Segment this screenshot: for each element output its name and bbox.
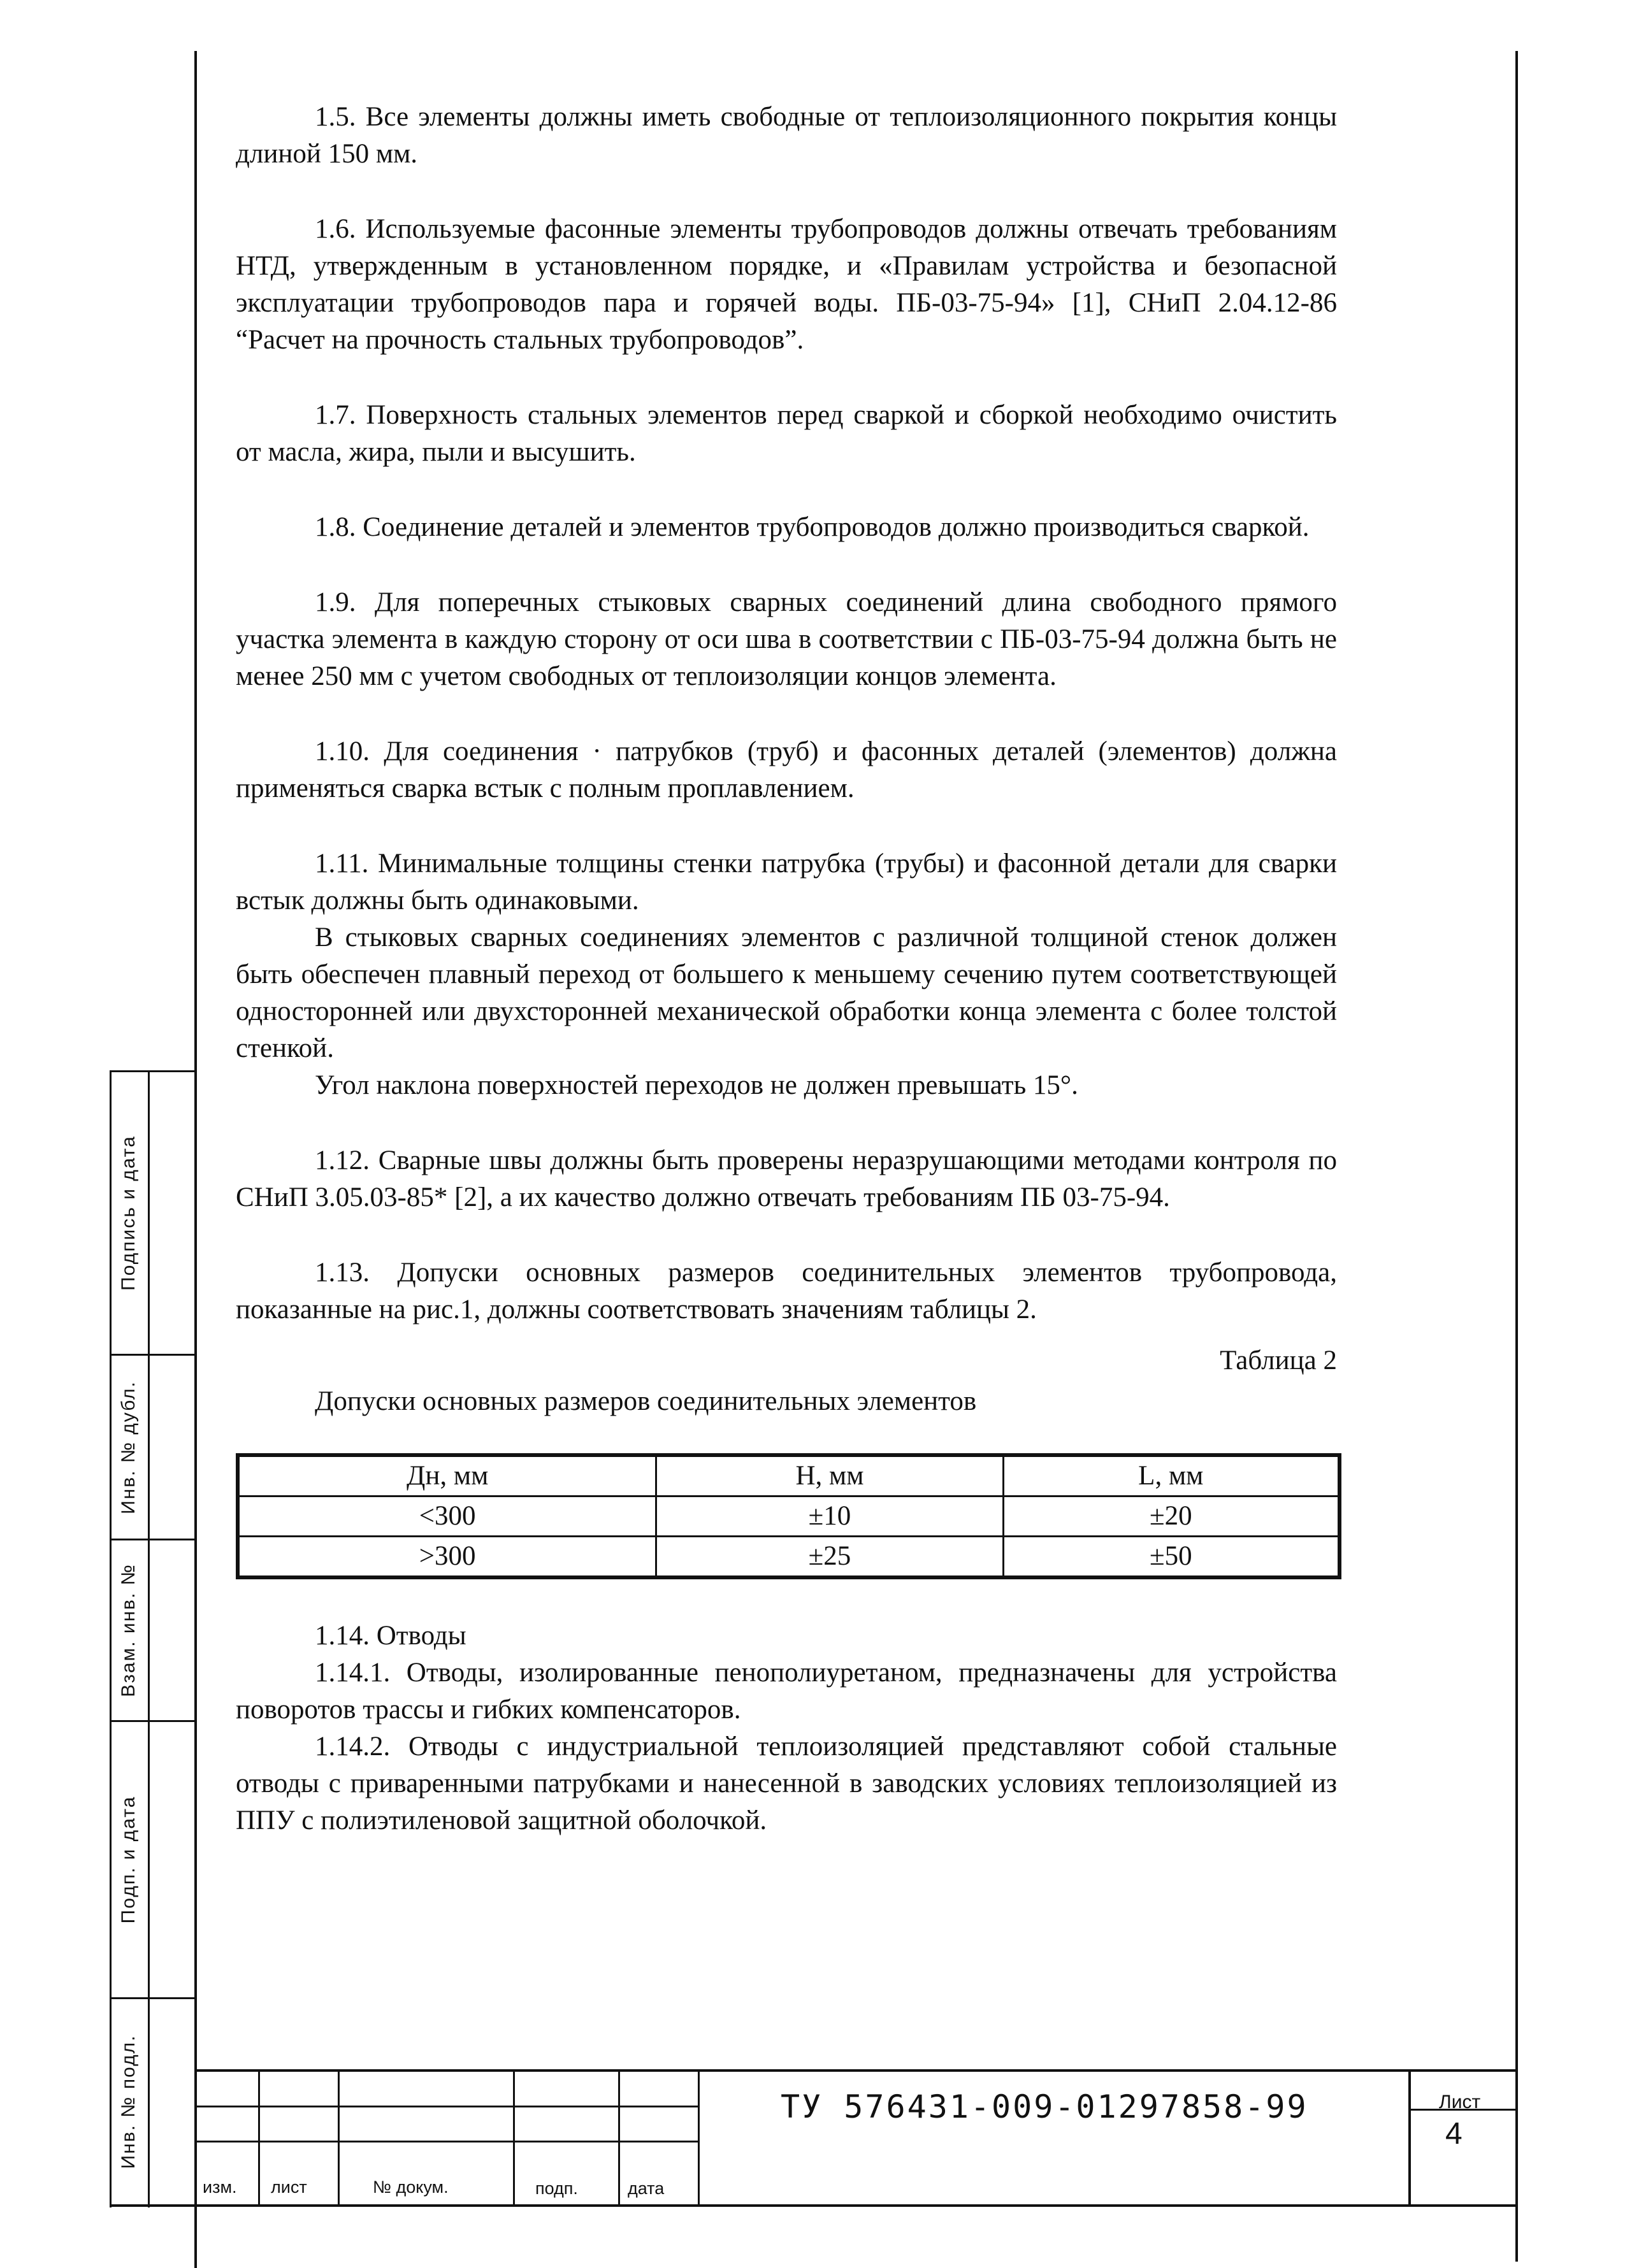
table-row <box>238 1537 1340 1578</box>
table-cell: <300 <box>238 1496 656 1537</box>
paragraph-1-13: 1.13. Допуски основных размеров соединительных элементов трубопровода, показанные на рис.1, должны соответствовать значениям таблицы 2. <box>236 1258 1337 1324</box>
main-content <box>236 99 1337 1839</box>
table-cell: ±20 <box>1003 1496 1340 1537</box>
frame-right-border <box>1515 51 1518 2262</box>
title-block-date: дата <box>628 2179 665 2198</box>
title-block-col <box>618 2069 620 2206</box>
table-row <box>238 1496 1340 1537</box>
side-stamp-sign-date-2: Подп. и дата <box>118 1795 139 1924</box>
document-code: ТУ 576431-009-01297858-99 <box>781 2088 1308 2125</box>
table-cell: >300 <box>238 1537 656 1578</box>
table-cell: ±25 <box>656 1537 1003 1578</box>
paragraph-1-7: 1.7. Поверхность стальных элементов перед сваркой и сборкой необходимо очистить от масла, жира, пыли и высушить. <box>236 400 1337 467</box>
paragraph-1-12: 1.12. Сварные швы должны быть проверены неразрушающими методами контроля по СНиП 3.05.03-85* [2], а их качество должно отвечать требованиям ПБ 03-75-94. <box>236 1145 1337 1212</box>
table-cell: ±10 <box>656 1496 1003 1537</box>
sheet-label: Лист <box>1439 2092 1481 2113</box>
paragraph-1-5: 1.5. Все элементы должны иметь свободные от теплоизоляционного покрытия концы длиной 150 мм. <box>236 102 1337 169</box>
paragraph-1-11-transition: В стыковых сварных соединениях элементов с различной толщиной стенок должен быть обеспечен плавный переход от большего к меньшему сечению путем соответствующей односторонней или двухсторонней механической обработки конца элемента с более толстой стенкой. <box>236 922 1337 1063</box>
side-stamp-sign-date: Подпись и дата <box>118 1135 139 1291</box>
side-stamp-orig-inv: Инв. № подл. <box>118 2034 139 2169</box>
paragraph-1-14-1: 1.14.1. Отводы, изолированные пенополиуретаном, предназначены для устройства поворотов трассы и гибких компенсаторов. <box>236 1658 1337 1725</box>
sheet-number: 4 <box>1445 2117 1462 2151</box>
table-header-row <box>238 1455 1340 1496</box>
title-block-doc-no: № докум. <box>373 2178 449 2197</box>
table-cell: ±50 <box>1003 1537 1340 1578</box>
side-stamp-replace-inv: Взам. инв. № <box>118 1563 139 1697</box>
title-block-top <box>194 2069 1518 2072</box>
title-block-sign: подп. <box>535 2179 578 2198</box>
title-block-col <box>1408 2069 1411 2206</box>
title-block-list: лист <box>271 2178 307 2197</box>
side-stamp-dup-inv: Инв. № дубл. <box>118 1380 139 1514</box>
title-block-col <box>258 2069 260 2206</box>
tolerance-table <box>236 1453 1341 1579</box>
paragraph-1-14-2: 1.14.2. Отводы с индустриальной теплоизоляцией представляют собой стальные отводы с приваренными патрубками и нанесенной в заводских условиях теплоизоляцией из ППУ с полиэтиленовой защитной оболочкой. <box>236 1732 1337 1835</box>
paragraph-1-14: 1.14. Отводы <box>315 1621 466 1651</box>
frame-left-border <box>194 51 197 2268</box>
table-header-cell: Н, мм <box>656 1455 1003 1496</box>
title-block-col <box>338 2069 340 2206</box>
paragraph-1-11: 1.11. Минимальные толщины стенки патрубка (трубы) и фасонной детали для сварки встык должны быть одинаковыми. <box>236 849 1337 915</box>
paragraph-1-10: 1.10. Для соединения · патрубков (труб) и фасонных деталей (элементов) должна применяться сварка встык с полным проплавлением. <box>236 736 1337 803</box>
title-block-izm: изм. <box>203 2178 237 2197</box>
side-stamp-divider <box>148 1070 150 2207</box>
title-block-col <box>513 2069 515 2206</box>
paragraph-1-8: 1.8. Соединение деталей и элементов трубопроводов должно производиться сваркой. <box>315 512 1310 542</box>
paragraph-1-11-angle: Угол наклона поверхностей переходов не должен превышать 15°. <box>315 1070 1078 1100</box>
paragraph-1-9: 1.9. Для поперечных стыковых сварных соединений длина свободного прямого участка элемента в каждую сторону от оси шва в соответствии с ПБ-03-75-94 должна быть не менее 250 мм с учетом свободных от теплоизоляции концов элемента. <box>236 587 1337 691</box>
paragraph-1-6: 1.6. Используемые фасонные элементы трубопроводов должны отвечать требованиям НТД, утвержденным в установленном порядке, и «Правилам устройства и безопасной эксплуатации трубопроводов пара и горячей воды. ПБ-03-75-94» [1], СНиП 2.04.12-86 “Расчет на прочность стальных трубопроводов”. <box>236 214 1337 355</box>
title-block-row-line <box>194 2141 698 2142</box>
frame-bottom-border <box>110 2204 1518 2207</box>
table-number: Таблица 2 <box>1220 1346 1337 1375</box>
table-header-cell: L, мм <box>1003 1455 1340 1496</box>
table-header-cell: Дн, мм <box>238 1455 656 1496</box>
table-title: Допуски основных размеров соединительных элементов <box>315 1386 977 1416</box>
title-block-row-line <box>194 2106 698 2107</box>
table-caption <box>236 1342 1337 1438</box>
title-block-col <box>698 2069 700 2206</box>
